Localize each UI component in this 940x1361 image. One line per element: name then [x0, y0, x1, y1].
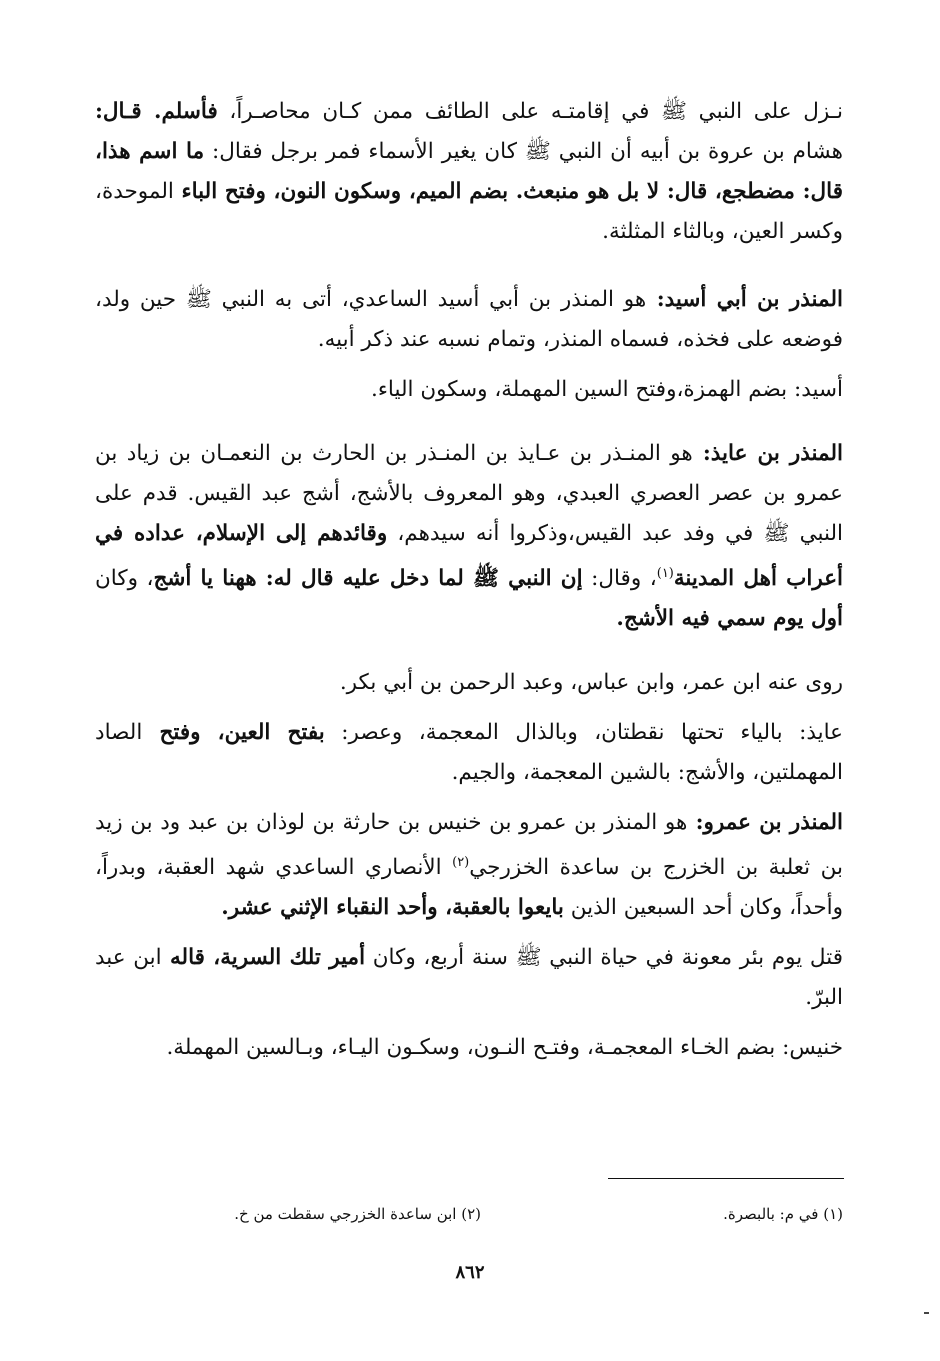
paragraph-8 — [95, 938, 843, 1018]
text-segment: ، وكان — [95, 566, 154, 592]
page-body — [95, 92, 843, 1068]
text-segment: أسيد: بضم الهمزة،وفتح السين المهملة، وسكون الياء. — [370, 377, 843, 402]
text-segment: الموحدة، وكسر العين، وبالثاء المثلثة. — [95, 179, 843, 244]
text-segment: ، وقال: — [582, 566, 657, 592]
text-segment: أمير تلك السرية، قاله — [161, 945, 366, 971]
footnote-divider — [608, 1178, 844, 1179]
paragraph-2 — [95, 280, 843, 360]
text-segment: الصاد المهملتين، والأشج: بالشين المعجمة، والجيم. — [95, 720, 843, 786]
text-segment: خنيس: بضم الخـاء المعجمـة، وفتـح النـون، وسكـون اليـاء، وبـالسين المهملة. — [166, 1035, 843, 1061]
text-segment: إن النبي ﷺ لما دخل عليه قال له: ههنا يا أشج — [153, 566, 583, 592]
text-segment: المنذر بن أبي أسيد: — [646, 287, 843, 312]
text-segment: المنذر بن عمرو: — [687, 810, 843, 836]
text-segment: فأسلم. قـال: — [95, 99, 218, 124]
footnote-ref: (٢) — [452, 855, 470, 871]
paragraph-5 — [95, 663, 843, 703]
text-segment: المنذر بن عايذ: — [692, 441, 843, 466]
footnote-2: (٢) ابن ساعدة الخزرجي سقطت من خ. — [234, 1205, 481, 1223]
page-number: ٨٦٢ — [455, 1262, 485, 1283]
text-segment: قتل يوم بئر معونة في حياة النبي ﷺ سنة أربع، وكان — [365, 945, 843, 971]
text-segment: ابن عبد البرّ. — [95, 945, 843, 1011]
footnote-ref: (١) — [656, 566, 674, 581]
paragraph-6 — [95, 713, 843, 793]
paragraph-1 — [95, 92, 843, 252]
paragraph-4 — [95, 434, 843, 639]
footnote-1: (١) في م: بالبصرة. — [723, 1205, 843, 1223]
text-segment: ما اسم هذا، قال: مضطجع، قال: لا بل هو منبعث. بضم الميم، وسكون النون، وفتح الباء — [95, 139, 843, 204]
text-segment: نـزل على النبي ﷺ في إقامتـه على الطائف ممن كـان محاصـراً، — [217, 99, 843, 124]
paragraph-7 — [95, 803, 843, 928]
paragraph-9 — [95, 1028, 843, 1068]
paragraph-3 — [95, 370, 843, 410]
text-segment: بفتح العين، وفتح — [142, 720, 325, 746]
text-segment: بايعوا بالعقبة، وأحد النقباء الإثني عشر. — [221, 895, 564, 921]
text-segment: هو المنذر بن عمرو بن خنيس بن حارثة بن لوذان بن عبد ود بن زيد بن ثعلبة بن الخزرج بن ساعدة الخزرجي — [95, 810, 843, 881]
text-segment: هو المنـذر بن عـايذ بن المنـذر بن الحارث بن النعمـان بن زياد بن عمرو بن عصر العصري العبدي، وهو المعروف بالأشج، أشج عبد القيس. قدم على النبي ﷺ في وفد عبد القيس،وذكروا أنه سيدهم، — [95, 441, 843, 546]
text-segment: أول يوم سمي فيه الأشج. — [616, 606, 843, 632]
text-segment: هو المنذر بن أبي أسيد الساعدي، أتى به النبي ﷺ حين ولد، فوضعه على فخذه، فسماه المنذر، وتمام نسبه عند ذكر أبيه. — [95, 287, 843, 352]
text-segment: هشام بن عروة بن أبيه أن النبي ﷺ كان يغير الأسماء فمر برجل فقال: — [204, 139, 844, 164]
text-segment: الأنصاري الساعدي شهد العقبة، وبدراً، وأحداً، وكان أحد السبعين الذين — [95, 855, 843, 921]
text-segment: وقائدهم إلى الإسلام، عداده في أعراب أهل المدينة — [95, 521, 844, 592]
text-segment: عايذ: بالياء تحتها نقطتان، وبالذال المعجمة، وعصر: — [324, 720, 843, 746]
text-segment: روى عنه ابن عمر، وابن عباس، وعبد الرحمن بن أبي بكر. — [339, 670, 843, 696]
scan-speck — [924, 1312, 929, 1314]
